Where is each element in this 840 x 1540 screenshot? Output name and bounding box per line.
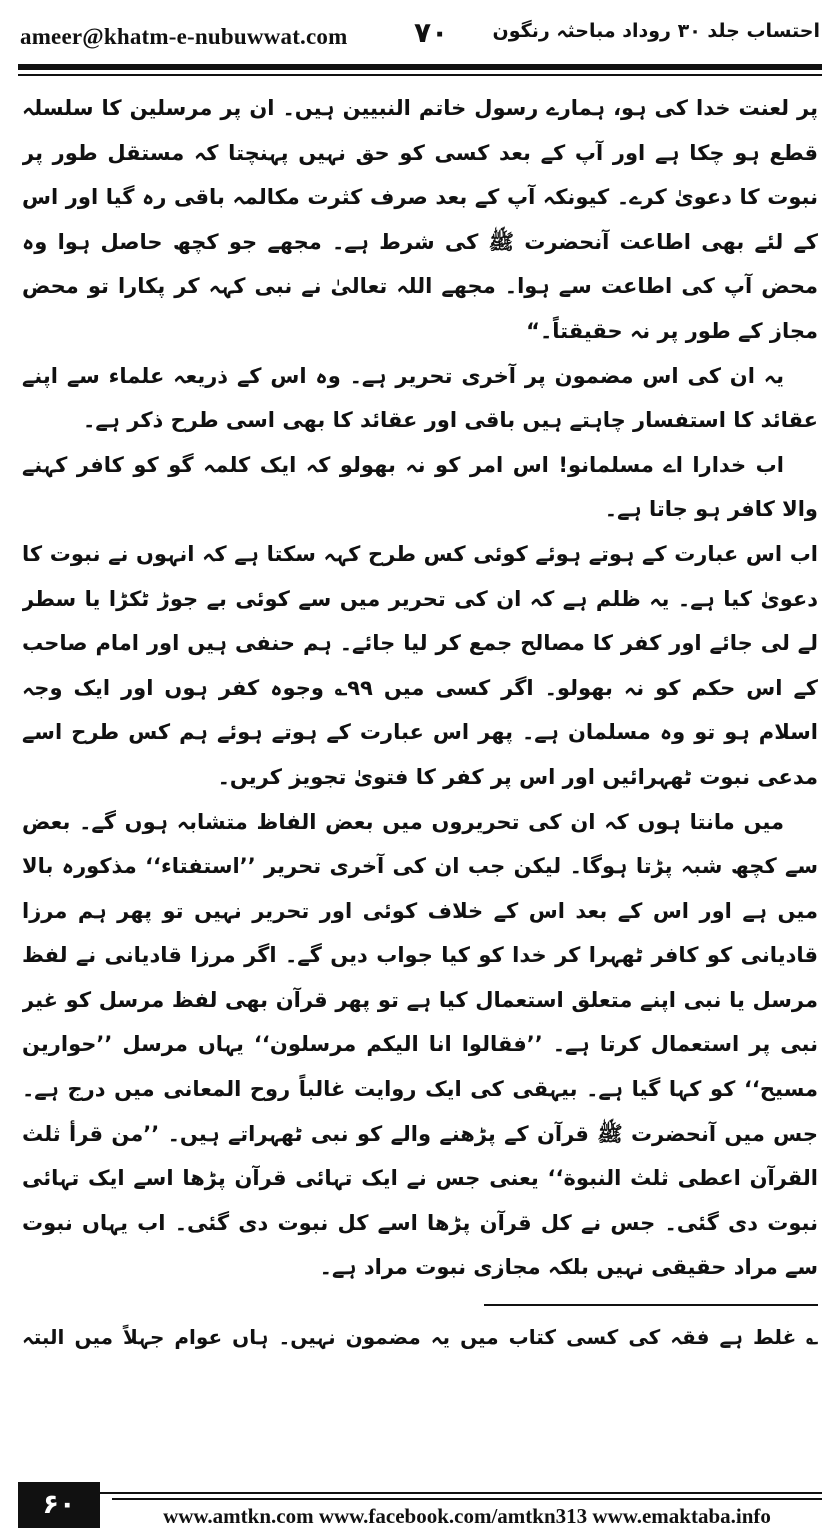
paragraph: میں مانتا ہوں کہ ان کی تحریروں میں بعض الفاظ متشابہ ہوں گے۔ بعض سے کچھ شبہ پڑتا ہوگا۔ لیکن جب ان کی آخری تحریر ’’استفتاء‘‘ مذکورہ بالا میں ہے اور اس کے بعد اس کے خلاف کوئی اور تحریر نہیں تو پھر ہم مرزا قادیانی کو کافر ٹھہرا کر خدا کو کیا جواب دیں گے۔ اگر مرزا قادیانی نے لفظ مرسل یا نبی اپنے متعلق استعمال کیا ہے تو پھر قرآن بھی لفظ مرسل کو غیر نبی پر استعمال کرتا ہے۔ ’’فقالوا انا الیکم مرسلون‘‘ یہاں مرسل ’’حوارین مسیح‘‘ کو کہا گیا ہے۔ بیہقی کی ایک روایت غالباً روح المعانی میں درج ہے۔ جس میں آنحضرت ﷺ قرآن کے پڑھنے والے کو نبی ٹھہراتے ہیں۔ ’’من قرأ ثلث القرآن اعطی ثلث النبوة‘‘ یعنی جس نے ایک تہائی قرآن پڑھا اسے ایک تہائی نبوت دی گئی۔ جس نے کل قرآن پڑھا اسے کل نبوت دی گئی۔ اب یہاں نبوت سے مراد حقیقی نہیں بلکہ مجازی نبوت مراد ہے۔	[22, 809, 818, 1280]
paragraph: اب اس عبارت کے ہوتے ہوئے کوئی کس طرح کہہ سکتا ہے کہ انہوں نے نبوت کا دعویٰ کیا ہے۔ یہ ظلم ہے کہ ان کی تحریر میں سے کوئی بے جوڑ ٹکڑا یا سطر لے لی جائے اور کفر کا مصالح جمع کر لیا جائے۔ ہم حنفی ہیں اور امام صاحب کے اس حکم کو نہ بھولو۔ اگر کسی میں ۹۹؎ وجوہ کفر ہوں اور ایک وجہ اسلام ہو تو وہ مسلمان ہے۔ پھر اس عبارت کے ہوتے ہوئے ہم کس طرح اسے مدعی نبوت ٹھہرائیں اور اس پر کفر کا فتویٰ تجویز کریں۔	[22, 541, 818, 789]
footer-links: www.amtkn.com www.facebook.com/amtkn313 www.emaktaba.info	[163, 1504, 771, 1528]
header-email: ameer@khatm-e-nubuwwat.com	[20, 24, 348, 49]
page-header	[18, 14, 822, 58]
footer-rule-secondary	[112, 1498, 822, 1500]
paragraph: اب خدارا اے مسلمانو! اس امر کو نہ بھولو کہ ایک کلمہ گو کو کافر کہنے والا کافر ہو جاتا ہے۔	[22, 452, 818, 522]
footer-page-number: ۶۰	[18, 1482, 100, 1528]
footnote: ؎ غلط ہے فقہ کی کسی کتاب میں یہ مضمون نہیں۔ ہاں عوام جہلاً میں البتہ	[22, 1325, 818, 1350]
header-rule-thin	[18, 74, 822, 76]
body-text	[22, 86, 818, 1351]
paragraph: پر لعنت خدا کی ہو، ہمارے رسول خاتم النبیین ہیں۔ ان پر مرسلین کا سلسلہ قطع ہو چکا ہے اور آپ کے بعد کسی کو حق نہیں پہنچتا کہ مستقل طور پر نبوت کا دعویٰ کرے۔ کیونکہ آپ کے بعد صرف کثرت مکالمہ باقی رہ گیا اور اس کے لئے بھی اطاعت آنحضرت ﷺ کی شرط ہے۔ مجھے جو کچھ حاصل ہوا وہ محض آپ کی اطاعت سے ہوا۔ مجھے اللہ تعالیٰ نے نبی کہہ کر پکارا تو محض مجاز کے طور پر نہ حقیقتاً۔“	[22, 96, 818, 343]
header-page-number: ۷۰	[414, 16, 449, 49]
header-rule-thick	[18, 64, 822, 70]
footer-rule	[18, 1492, 822, 1494]
header-title: احتساب جلد ۳۰ روداد مباحثہ رنگون	[492, 20, 820, 42]
footnote-divider	[484, 1304, 818, 1306]
paragraph: یہ ان کی اس مضمون پر آخری تحریر ہے۔ وہ اس کے ذریعہ علماء سے اپنے عقائد کا استفسار چاہتے ہیں باقی اور عقائد کا بھی اسی طرح ذکر ہے۔	[22, 363, 818, 433]
